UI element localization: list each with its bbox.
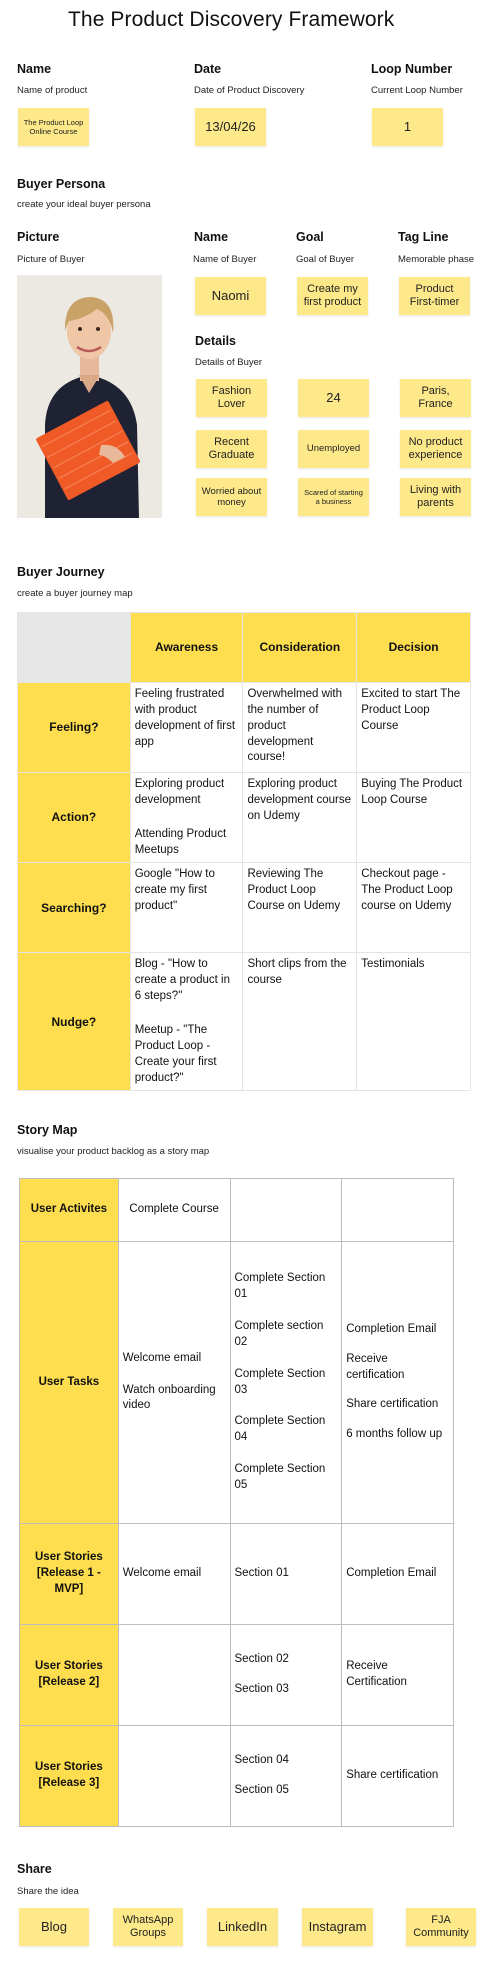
cell-text: Exploring product development course on Udemy [247, 778, 351, 822]
goal-hint: Goal of Buyer [296, 254, 355, 265]
name-label: Name [17, 62, 52, 76]
tagline-label: Tag Line [398, 230, 449, 244]
cell-text: Section 03 [234, 1683, 289, 1695]
details-label: Details [195, 334, 236, 348]
cell-text: Completion Email [346, 1567, 437, 1580]
journey-corner-cell [18, 613, 131, 683]
detail-sticky[interactable]: Scared of starting a business [298, 478, 369, 516]
cell-text: Checkout page - The Product Loop course on Udemy [361, 868, 453, 913]
journey-subheading: create a buyer journey map [17, 588, 133, 599]
product-name-sticky[interactable]: The Product Loop Online Course [18, 108, 89, 146]
picture-label: Picture [17, 230, 60, 244]
cell-text: Short clips from the course [247, 958, 347, 987]
cell-text: Testimonials [361, 958, 425, 971]
cell-text: Complete Section 05 [234, 1463, 326, 1491]
cell-text: Complete Section 04 [234, 1415, 326, 1444]
tagline-sticky[interactable]: Product First-timer [399, 277, 470, 315]
story-subheading: visualise your product backlog as a story map [17, 1146, 210, 1157]
cell-text: Receive certification [346, 1352, 405, 1381]
story-heading: Story Map [17, 1123, 78, 1137]
journey-row-header: Searching? [18, 863, 131, 953]
detail-sticky[interactable]: No product experience [400, 430, 471, 468]
buyer-journey-table [17, 612, 471, 1091]
share-fja-community-button[interactable]: FJA Community [406, 1908, 476, 1946]
cell-text: Blog - "How to create a product in 6 steps?" [134, 958, 230, 1003]
share-blog-button[interactable]: Blog [19, 1908, 89, 1946]
story-cell[interactable] [230, 1179, 342, 1242]
journey-cell[interactable] [357, 863, 471, 953]
story-cell[interactable] [342, 1242, 454, 1524]
cell-text: Overwhelmed with the number of product development course! [247, 688, 343, 764]
cell-text: Excited to start The Product Loop Course [361, 688, 461, 732]
share-linkedin-button[interactable]: LinkedIn [207, 1908, 278, 1946]
journey-cell[interactable] [243, 683, 357, 773]
story-cell[interactable] [118, 1179, 230, 1242]
journey-cell[interactable] [130, 683, 243, 773]
tagline-hint: Memorable phase [398, 254, 475, 265]
journey-heading: Buyer Journey [17, 565, 105, 579]
loop-number-sticky[interactable]: 1 [372, 108, 443, 146]
journey-row-header: Feeling? [18, 683, 131, 773]
cell-text: Feeling frustrated with product development of first app [134, 688, 236, 748]
journey-cell[interactable] [243, 863, 357, 953]
date-label: Date [194, 62, 222, 76]
detail-sticky[interactable]: Recent Graduate [196, 430, 267, 468]
story-cell[interactable] [118, 1524, 230, 1625]
detail-sticky[interactable]: 24 [298, 379, 369, 417]
cell-text: 6 months follow up [346, 1428, 443, 1441]
journey-cell[interactable] [357, 683, 471, 773]
journey-column-header: Decision [357, 613, 471, 683]
story-cell[interactable] [118, 1625, 230, 1726]
date-sticky[interactable]: 13/04/26 [195, 108, 266, 146]
journey-cell[interactable] [243, 953, 357, 1091]
story-cell[interactable] [230, 1242, 342, 1524]
story-cell[interactable] [230, 1625, 342, 1726]
cell-text: Share certification [346, 1769, 439, 1782]
cell-text: Watch onboarding video [122, 1383, 216, 1412]
share-subheading: Share the idea [17, 1886, 79, 1897]
cell-text: Reviewing The Product Loop Course on Udemy [247, 868, 341, 913]
cell-text: Complete Course [129, 1203, 219, 1216]
journey-cell[interactable] [130, 863, 243, 953]
cell-text: Complete section 02 [234, 1319, 324, 1348]
share-instagram-button[interactable]: Instagram [302, 1908, 373, 1946]
persona-heading: Buyer Persona [17, 177, 106, 191]
cell-text: Complete Section 01 [234, 1272, 326, 1301]
cell-text: Receive Certification [346, 1660, 407, 1688]
story-cell[interactable] [118, 1726, 230, 1827]
story-cell[interactable] [118, 1242, 230, 1524]
goal-label: Goal [296, 230, 324, 244]
story-row-header: User Stories [Release 3] [20, 1726, 119, 1827]
cell-text: Exploring product development [134, 778, 225, 806]
share-heading: Share [17, 1862, 52, 1876]
story-row-header: User Stories [Release 2] [20, 1625, 119, 1726]
buyer-name-hint: Name of Buyer [193, 254, 257, 265]
detail-sticky[interactable]: Fashion Lover [196, 379, 267, 417]
cell-text: Attending Product Meetups [134, 827, 227, 856]
story-cell[interactable] [230, 1726, 342, 1827]
story-cell[interactable] [342, 1726, 454, 1827]
cell-text: Section 01 [234, 1567, 289, 1580]
buyer-name-label: Name [194, 230, 229, 244]
detail-sticky[interactable]: Unemployed [298, 430, 369, 468]
cell-text: Section 02 [234, 1653, 289, 1666]
story-row-header: User Activites [20, 1179, 119, 1242]
cell-text: Welcome email [122, 1351, 202, 1364]
story-row-header: User Stories [Release 1 - MVP] [20, 1524, 119, 1625]
story-cell[interactable] [230, 1524, 342, 1625]
cell-text: Completion Email [346, 1322, 437, 1335]
story-cell[interactable] [342, 1625, 454, 1726]
journey-row-header: Nudge? [18, 953, 131, 1091]
persona-subheading: create your ideal buyer persona [17, 199, 151, 210]
journey-row-header: Action? [18, 773, 131, 863]
cell-text: Meetup - "The Product Loop - Create your first product?" [134, 1024, 217, 1084]
story-row-header: User Tasks [20, 1242, 119, 1524]
woman-portrait-illustration [17, 275, 162, 518]
cell-text: Welcome email [122, 1567, 202, 1580]
name-hint: Name of product [17, 85, 88, 96]
cell-text: Buying The Product Loop Course [361, 778, 463, 806]
cell-text: Share certification [346, 1398, 439, 1411]
journey-cell[interactable] [243, 773, 357, 863]
buyer-name-sticky[interactable]: Naomi [195, 277, 266, 315]
details-hint: Details of Buyer [195, 357, 263, 368]
journey-cell[interactable] [357, 953, 471, 1091]
cell-text: Complete Section 03 [234, 1367, 326, 1396]
story-cell[interactable] [342, 1524, 454, 1625]
detail-sticky[interactable]: Paris, France [400, 379, 471, 417]
buyer-photo [17, 275, 162, 518]
story-map-table [19, 1178, 454, 1827]
page-title: The Product Discovery Framework [68, 8, 395, 31]
cell-text: Google "How to create my first product" [134, 868, 215, 913]
journey-column-header: Awareness [130, 613, 243, 683]
date-hint: Date of Product Discovery [194, 85, 305, 96]
loop-number-label: Loop Number [371, 62, 453, 76]
share-whatsapp-button[interactable]: WhatsApp Groups [113, 1908, 183, 1946]
journey-cell[interactable] [357, 773, 471, 863]
detail-sticky[interactable]: Living with parents [400, 478, 471, 516]
story-cell[interactable] [342, 1179, 454, 1242]
cell-text: Section 04 [234, 1754, 289, 1767]
picture-hint: Picture of Buyer [17, 254, 85, 265]
cell-text: Section 05 [234, 1784, 289, 1796]
goal-sticky[interactable]: Create my first product [297, 277, 368, 315]
journey-column-header: Consideration [243, 613, 357, 683]
journey-cell[interactable] [130, 773, 243, 863]
loop-number-hint: Current Loop Number [371, 85, 463, 96]
detail-sticky[interactable]: Worried about money [196, 478, 267, 516]
journey-cell[interactable] [130, 953, 243, 1091]
